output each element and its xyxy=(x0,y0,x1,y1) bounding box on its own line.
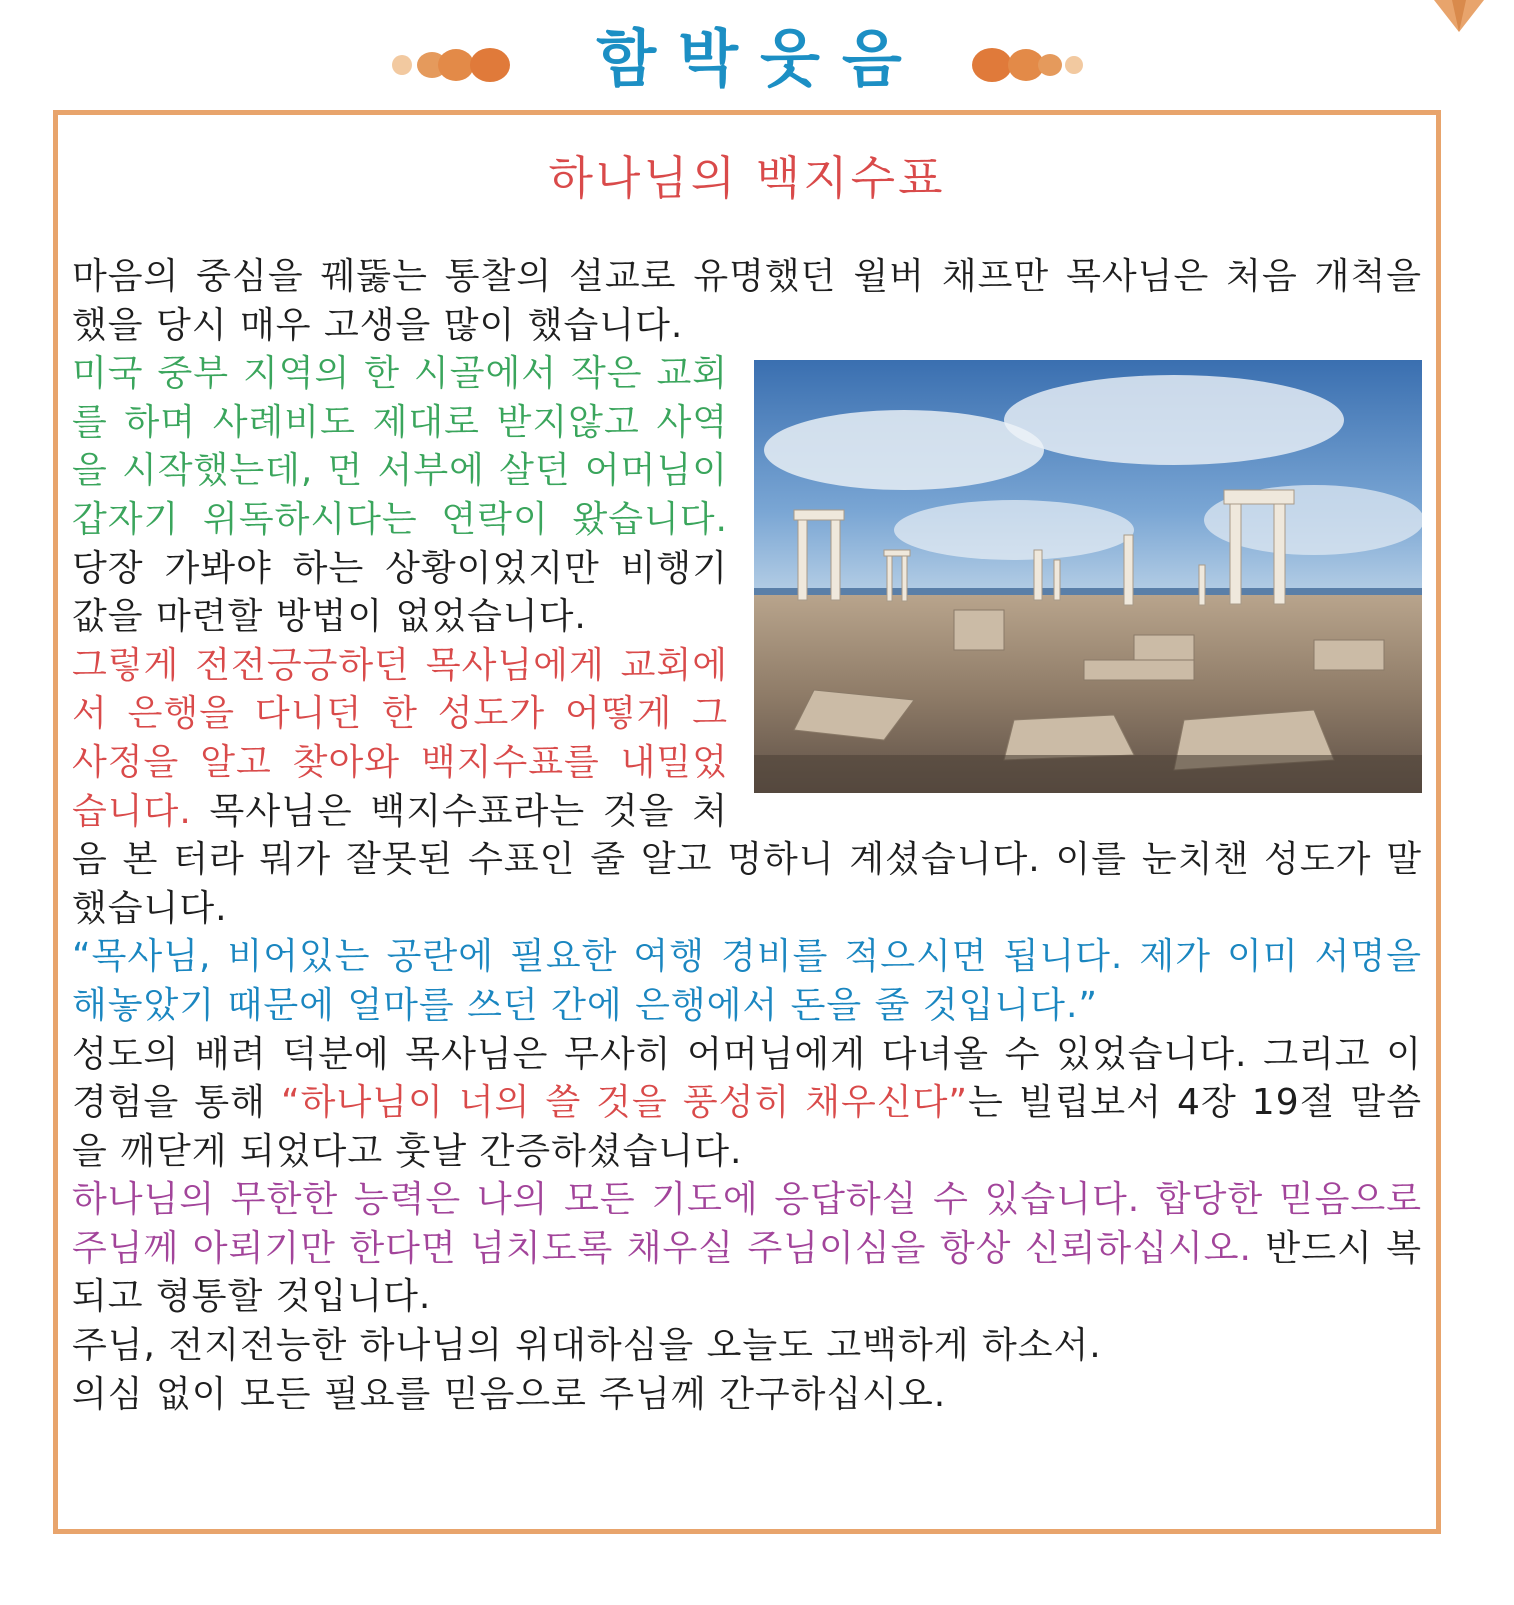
testimony-verse-red: “하나님이 너의 쓸 것을 풍성히 채우신다” xyxy=(281,1082,969,1124)
article-title: 하나님의 백지수표 xyxy=(548,151,946,205)
exhortation-black-text: 반드시 복되고 형통할 것입니다. xyxy=(72,1227,1422,1318)
paragraph-exhortation xyxy=(72,1176,1422,1322)
paragraph-intro xyxy=(72,253,1422,350)
prayer-text: 주님, 전지전능한 하나님의 위대하심을 오늘도 고백하게 하소서. xyxy=(72,1325,1102,1367)
situation-black-text: 당장 가봐야 하는 상황이었지만 비행기 값을 마련할 방법이 없었습니다. xyxy=(72,547,728,638)
situation-green-text: 미국 중부 지역의 한 시골에서 작은 교회를 하며 사례비도 제대로 받지않고 사역을 시작했는데, 먼 서부에 살던 어머님이 갑자기 위독하시다는 연락이 왔습니다. xyxy=(72,353,728,540)
paragraph-testimony xyxy=(72,1031,1422,1177)
paragraph-closing xyxy=(72,1371,1422,1420)
testimony-text-b: 는 빌립보서 4장 19절 말씀을 깨닫게 되었다고 훗날 간증하셨습니다. xyxy=(72,1082,1422,1172)
quote-blue-text: “목사님, 비어있는 공란에 필요한 여행 경비를 적으시면 됩니다. 제가 이미 서명을 해놓았기 때문에 얼마를 쓰던 간에 은행에서 돈을 줄 것입니다.” xyxy=(72,936,1422,1026)
exhortation-purple-text: 하나님의 무한한 능력은 나의 모든 기도에 응답하실 수 있습니다. 합당한 믿음으로 주님께 아뢰기만 한다면 넘치도록 채우실 주님이심을 항상 신뢰하십시오. xyxy=(72,1179,1422,1269)
paragraph-prayer xyxy=(72,1322,1422,1371)
article-body xyxy=(72,253,1422,1419)
page-header xyxy=(0,16,1514,102)
check-red-text: 그렇게 전전긍긍하던 목사님에게 교회에서 은행을 다니던 한 성도가 어떻게 그 사정을 알고 찾아와 백지수표를 내밀었습니다. xyxy=(72,644,728,832)
testimony-text-a: 성도의 배려 덕분에 목사님은 무사히 어머님에게 다녀올 수 있었습니다. 그리고 이 경험을 통해 xyxy=(72,1033,1422,1124)
decorative-dots-right xyxy=(970,48,1110,82)
intro-text: 마음의 중심을 꿰뚫는 통찰의 설교로 유명했던 윌버 채프만 목사님은 처음 개척을 했을 당시 매우 고생을 많이 했습니다. xyxy=(72,256,1422,346)
closing-text: 의심 없이 모든 필요를 믿음으로 주님께 간구하십시오. xyxy=(72,1373,947,1415)
check-black-text: 목사님은 백지수표라는 것을 처음 본 터라 뭐가 잘못된 수표인 줄 알고 멍하니 계셨습니다. 이를 눈치챈 성도가 말했습니다. xyxy=(72,790,1422,929)
page-title: 함박웃음 xyxy=(596,22,924,95)
paragraph-quote xyxy=(72,933,1422,1030)
ruins-photo xyxy=(754,360,1422,793)
decorative-dots-left xyxy=(390,48,530,82)
